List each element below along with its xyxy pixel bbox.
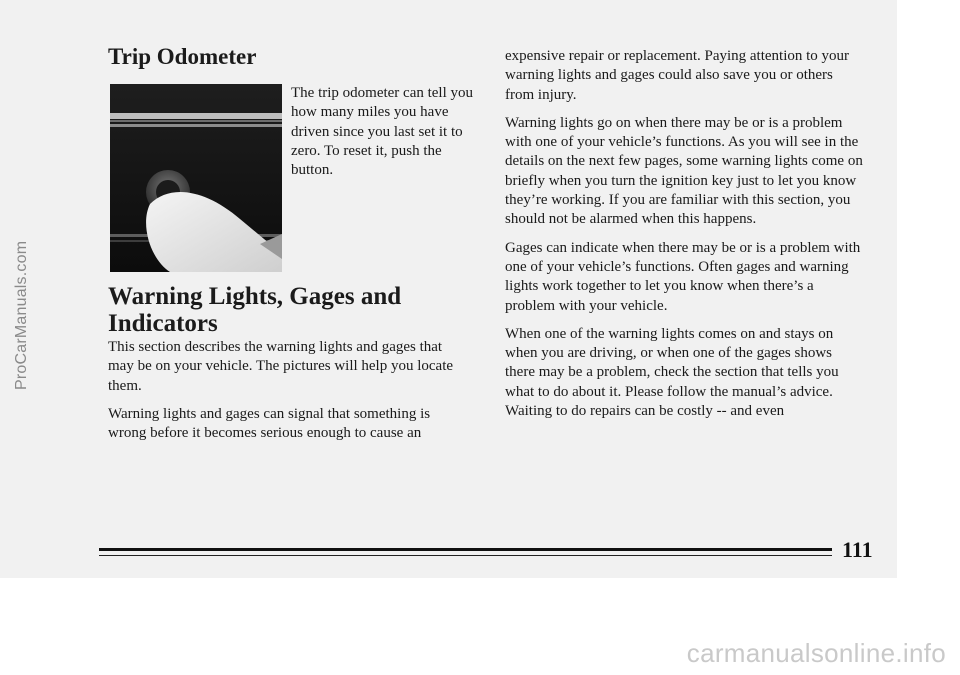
left-column-text — [108, 338, 460, 443]
trip-odometer-text: The trip odometer can tell you how many miles you have driven since you last set it to zero. To reset it, push the button. — [291, 85, 474, 179]
warning-lights-heading: Warning Lights, Gages and Indicators — [108, 283, 402, 337]
trip-odometer-reset-photo — [110, 84, 282, 272]
footer-rule-thin — [99, 555, 832, 556]
paragraph: This section describes the warning lights and gages that may be on your vehicle. The pictures will help you locate them. — [108, 339, 454, 394]
trip-odometer-heading: Trip Odometer — [108, 44, 257, 69]
paragraph: Warning lights go on when there may be or is a problem with one of your vehicle’s functions. As you will see in the details on the next few pages, some warning lights come on briefly when you turn the ignition key just to let you know they’re working. If you are familiar with this section, you should not be alarmed when this happens. — [505, 114, 863, 228]
paragraph: Warning lights and gages can signal that something is wrong before it becomes serious enough to cause an — [108, 405, 431, 442]
paragraph: When one of the warning lights comes on and stays on when you are driving, or when one of the gages shows there may be a problem, check the section that tells you what to do about it. Please follow the manual’s advice. Waiting to do repairs can be costly -- and even — [505, 325, 839, 420]
right-column-text — [505, 47, 865, 421]
paragraph: Gages can indicate when there may be or is a problem with one of your vehicle’s functions. Often gages and warning lights work together to let you know when there’s a problem with your vehicle. — [505, 239, 861, 314]
side-watermark: ProCarManuals.com — [13, 240, 30, 390]
page-number: 111 — [842, 537, 873, 562]
paragraph: expensive repair or replacement. Paying attention to your warning lights and gages could also save you or others from injury. — [505, 48, 850, 103]
footer-rule-thick — [99, 548, 832, 551]
finger-pressing-reset-button-image — [110, 84, 282, 272]
footer-watermark-text: carmanualsonline.info — [686, 638, 946, 668]
